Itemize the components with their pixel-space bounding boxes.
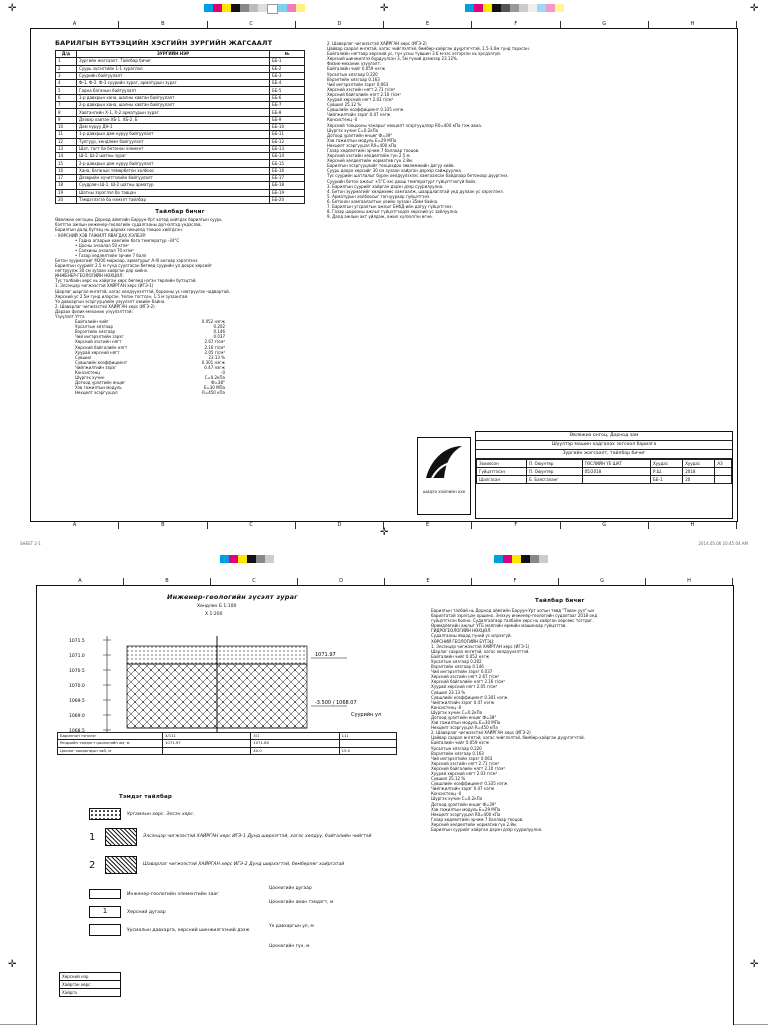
general-part-heading: Тайлбар бичиг [155,209,205,216]
description-text [327,41,707,219]
table-row: 4 Ф-1, Ф-2. Ф-3 суурийн зураг, арматурын зураг ББ-4 [56,80,305,87]
registration-mark: ✛ [380,527,389,538]
registration-mark: ✛ [750,3,759,14]
text-line: Хуурай хөрсний нягт 2.05 г/см³ [431,684,498,690]
text-line: Шарлаг саарал өнгөтэй, хагас хөлдүүнэлттэй. [431,648,530,654]
text-line: 6. Бетонон хамгаалалтын үеийн зузаан 35мм байна. [327,198,439,204]
text-line: барилгатай зэрэгцэн оршино. Энэхүү инженер-геологийн судалгааг 2018 онд [431,613,598,619]
text-line: Байгалийн чийг 0.059 нэгж [431,740,490,746]
property-row: Чийгжилтийн зэрэг 0.47 нэгж [75,364,225,370]
text-line: Байгалийн нягтаар хөрсний ус, гүн усны түвшин 3.6 м-ээс хэтэрсэн нь эрсдэлгүй. [327,51,501,57]
registration-mark: ✛ [8,3,17,14]
text-line: Хэв гажилтын модуль Е=30 МПа [431,720,501,726]
text-line: гүйцэтгэсэн болно. Судалгаагаар талбайн хөрс нь хайрган хөрсөөс тогтдог. [431,618,594,624]
text-line: Хөрсний хэсгийн нягт 2.71 г/см³ [431,760,500,766]
text-line: 3. Барилгын суурийг хайрган дэрэн дээр суурилуулна. [327,183,444,189]
table-row: 15 2-р давхрын дам нуруу байгуулалт ББ-15 [56,160,305,167]
text-line: 4. Бетон зуурмагийг хөлдөхөөс хамгаалж, шаардлагатай үед дулаан ус хэрэглэнэ. [327,188,504,194]
text-line: Консистенц -0 [431,791,462,797]
text-line: Судалгааны явцад гүний ус илрээгүй. [431,633,512,639]
text-line: Хөрсний хэсгийн хөлдөлтийн гүн 2.5 м. [327,153,411,159]
elevation-axis [69,636,111,734]
general-part-heading-2: Тайлбар бичиг [535,598,585,604]
text-line: Хөрсний хэсгийн нягт 2.67 г/см³ [431,674,500,680]
property-row: Чий ингэрэлтийн зэрэг 0.037 [75,334,225,340]
text-line: Шүргэх хүчин С=0.2кПа [431,796,483,802]
text-line: 9. Далд ажлын акт үйлдэж, ажил хүлээлгэн өгнө. [327,214,433,220]
property-row: Хуурай хөрсний нягт 2.05 г/см³ [75,349,225,355]
text-line: Хөрсний шинжилгээ бүрдүүлсэн 3, 5м гүний дээжээр 23.12%. [327,56,459,62]
text-line: Дотоод үрэлтийн өнцөг Ф=39° [327,132,393,138]
text-line: Сүвшлийн коэффициент 0.335 нэгж [327,107,404,113]
text-line: Чий ингэрэлтийн зэрэг 0.063 [431,755,493,761]
text-line: 7. Барилгын угсралтын ажлыг БНбД-ийн дагуу гүйцэтгэнэ. [327,204,453,209]
property-row: Сүвшлийн коэффициент 0.301 нэгж [75,359,225,365]
text-line: Өрөмдлөгийн ажлыг УГБ маягийн өрмийн машинаар гүйцэтгэв. [431,623,567,629]
text-line: Хөрсний хөлдөлтийн норматив гүн 2.8м. [327,158,414,164]
text-line: Хөрсний байгалийн нягт 2.10 г/см³ [327,91,401,97]
text-line: Хөрсний хэсгийн нягт 2.71 г/см³ [327,86,396,92]
text-line: Барилгын суурийг хайрган дэрэн дээр суурилуулна. [431,827,543,833]
property-row: Консистенц -0 [75,370,225,376]
general-text: Өвөлжих онгоцны Дорнод аймгийн Баруун-Урт хотод хийгдэх барилгын суурь бэлтгэх ажлын инженер-геологийн судалгааны дүгнэлтэд үндэслэв. Барилгын далд бүтээц нь дараах нөхцөлд тооцоо хийгдсэн: - ХӨРСНИЙ ХЭВ ГАЖИЛТ ЯВАГДАХ ХЭЛБЭР: • Гадна агаарын хамгийн бага температур -34°С • Цасны ачаалал 50 кг/м² • Салхины ачаалал 70 кг/м² • Газар хөдлөлтийн эрчим 7 балл Бетон зуурмагийг М200 маркаар, арматурыг A-III ангиар хэрэглэнэ. Барилгын суурийг 2.5 м гүнд суулгасан бөгөөд суурийн ул доорх хөрсийг нягтруулж 30 см зузаан хайрган дэр хийнэ. ИНЖЕНЕР-ГЕОЛОГИЙН НӨХЦӨЛ: Тус талбайн хөрс нь хайрган хөрс бөгөөд нэгэн төрлийн бүтэцтэй. 1. Элсэнцэр чигжээстэй ХАЙРГАН хөрс (ИГЭ-1) Шарлаг шаргал өнгөтэй, хагас хөлдүүнэлттэй, борооны ус нэвтрүүлэх чадвартай. Хөрсний ус 2.5м гүнд илэрсэн. Үелэн тогтсон, 1.5 м зузаантай. Үе давхаргын эсэргүүцлийн үзүүлэлт хэвийн байна. 2. Шаварлаг чигжээстэй ХАЙРГАН хөрс (ИГЭ-2) Дараах физик-механик үзүүлэлттэй: Үзүүлэлт Утга Байгалийн чийг 0.052 нэгж Урсалтын хязгаар 0.202 Вэрэлтийн хязгаар 0.146 Чий ингэрэлтийн зэрэг 0.037 Хөрсний хэсгийн нягт 2.67 г/см³ Хөрсний байгалийн нягт 2.16 г/см³ Хуурай хөрсний нягт 2.05 г/см³ Сүвшил 23.13 % Сүвшлийн коэффициент 0.301 нэгж Чийгжилтийн зэрэг 0.47 нэгж Консистенц -0 Шүргэх хүчин С=0.2кПа Дотоод үрэлтийн өнцөг Ф=38° Хэв гажилтын модуль Е=30 МПа Нөхцөлт эсэргүүцэл R=450 кПа [55,217,231,396]
table-row: 6 1-р давхрын хана, шалны хавтан байгуулалт ББ-6 [56,94,305,101]
table-row: 12 Тулгуур, хөндлөвч байгуулалт ББ-12 [56,138,305,145]
table-row: 11 1-р давхрын дам нуруу байгуулалт ББ-11 [56,131,305,138]
property-row: Нөхцөлт эсэргүүцэл R=450 кПа [75,390,225,396]
axis-tick-label: 1070.0 [69,684,85,689]
table-row: 9 Дээвэр хавтан ХБ-1. ХБ-2. Б ББ-9 [56,116,305,123]
legend-swatch-layer-1 [105,828,137,846]
sheet-1 [30,21,738,528]
text-line: 5. Арматурын холбоосыг гагнуураар гүйцэтгэнэ. [327,193,431,199]
sheet-2: A B C D E F G H Инженер-геологийн зүсэлт зураг Хөндлөн Б 1:100 Х 1:200 1071.5 1071.0 1070.5 1070.0 1069.5 1069.0 1068.5 1071.97 -3.500 / 1068.07 Суурийн ул Барилгын тэнхлэг 3/111 3/1 111 Өндрийн тэмдэгт цооногийн ам, м 1071.97 1071.80 Цооног хоорондын зай, м 40.0 15.0 Тэмдэг тайлбар Ургамлын хөрс. Элсэн хөрс. 1 Элсэнцэр чигжээстэй ХАЙРГАН хөрс ИГЭ-1 Дунд ширхэгтэй, хагас хөлдүү, байгалийн чийгтэй 2 Шаварлаг чигжээстэй ХАЙРГАН хөрс ИГЭ-2 Дунд ширхэгтэй, бөмбөрлөг хайргатай Инженер-геологийн элементийн зааг 1 Хөрсний дугаар Уусмалын давхарга, хөрсний шинжилгээний дээж Цооногийн дугаар Цооногийн аман тэмдэгт, м Үе давхаргын ул, м Цооногийн гүн, м Хөрсний нэр Хайрган хөрс Хайрга Тайлбар бичиг Барилгын талбай нь Дорнод аймгийн Баруун-Урт хотын төвд "Таван уул"-ын барилгатай зэрэгцэн оршино. Энэхүү инженер-геологийн судалгааг 2018 онд гүйцэтгэсэн болно. Судалгаагаар талбайн хөрс нь хайрган хөрсөөс тогтдог. Өрөмдлөгийн ажлыг УГБ маягийн өрмийн машинаар гүйцэтгэв. ГИДРОГЕОЛОГИЙН НӨХЦӨЛ: Судалгааны явцад гүний ус илрээгүй. ХӨРСНИЙ ГЕОЛОГИЙН БҮТЭЦ: 1. Элсэнцэр чигжээстэй ХАЙРГАН хөрс (ИГЭ-1) Шарлаг саарал өнгөтэй, хагас хөлдүүнэлттэй. Байгалийн чийг 0.052 нэгж Урсалтын хязгаар 0.202 Вэрэлтийн хязгаар 0.146 Чий ингэрэлтийн зэрэг 0.037 Хөрсний хэсгийн нягт 2.67 г/см³ Хөрсний байгалийн нягт 2.16 г/см³ Хуурай хөрсний нягт 2.05 г/см³ Сүвшил 23.13 % Сүвшлийн коэффициент 0.301 нэгж Чийгжилтийн зэрэг 0.47 нэгж Консистенц -0 Шүргэх хүчин С=0.2кПа Дотоод үрэлтийн өнцөг Ф=38° Хэв гажилтын модуль Е=30 МПа Нөхцөлт эсэргүүцэл R=450 кПа 2. Шаварлаг чигжээстэй ХАЙРГАН хөрс (ИГЭ-2) Цайвар саарал өнгөтэй, хагас чийглэлтэй, бөмбөр-хайрган дүүргэгчтэй. Байгалийн чийг 0.059 нэгж Урсалтын хязгаар 0.220 Вэрэлтийн хязгаар 0.163 Чий ингэрэлтийн зэрэг 0.063 Хөрсний хэсгийн нягт 2.71 г/см³ Хөрсний байгалийн нягт 2.10 г/см³ Хуурай хөрсний нягт 2.03 г/см³ Сүвшил 25.12 % Сүвшлийн коэффициент 0.335 нэгж Чийгжилтийн зэрэг 0.47 нэгж Консистенц -0 Шүргэх хүчин С=0.2кПа Дотоод үрэлтийн өнцөг Ф=39° Хэв гажилтын модуль Е=29 МПа Нөхцөлт эсэргүүцэл R0=400 кПа Газар хөдлөлтийн эрчим 7 баллаар тооцов. Хөрсний хөлдөлтийн норматив гүн 2.8м. Барилгын суурийг хайрган дэрэн дээр суурилуулна. [36,585,734,1025]
axis-tick-label: 1071.0 [69,654,85,659]
borehole-legend-box: Хөрсний нэр Хайрган хөрс Хайрга [59,972,121,997]
text-line: ХӨРСНИЙ ГЕОЛОГИЙН БҮТЭЦ: [431,638,495,644]
legend-title: Тэмдэг тайлбар [119,794,173,800]
text-line: Нөхцөлт эсэргүүцэл R=450 кПа [431,725,498,731]
drawing-list-table: Д/д ЗУРГИЙН НЭР № 1 Зургийн жагсаалт. Тайлбар бичиг ББ-1 2 Суурь зүсэлтийн 1-1 зураглал ББ-2 3 Суурийн байгуулалт ББ-3 4 Ф-1, Ф-2. Ф-3 суурийн зураг, арматурын зураг ББ-4 5 Гадна баганын байгуулалт ББ-5 6 1-р давхрын хана, шалны хавтан байгуулалт ББ-6 7 2-р давхрын хана, шалны хавтан байгуулалт ББ-7 8 Хавтангийн Х-1, Х-2 арматурын зураг ББ-8 9 Дээвэр хавтан ХБ-1. ХБ-2. Б ББ-9 10 Дам нуруу ДН-1 ББ-10 11 1-р давхрын дам нуруу байгуулалт ББ-11 12 Тулгуур, хөндлөвч байгуулалт ББ-12 13 Шат, тагт ба бетонон элемент ББ-13 14 Ш-1. Ш-2 шатны зураг ББ-14 15 2-р давхрын дам нуруу байгуулалт ББ-15 16 Хана, баганын төмөрбетон холбоос ББ-16 17 Дээврийн хүчитгэлийн байгуулалт ББ-17 18 Сүүдрэвч Ш-1. Ш-2 шатны арматур ББ-18 19 Шатны зэрэглэл ба тавцан ББ-19 20 Тэмдэглэгээ ба нэмэлт тайлбар ББ-20 [55,50,305,204]
text-line: Консистенц -0 [327,117,358,123]
text-line: Дотоод үрэлтийн өнцөг Ф=39° [431,801,497,807]
property-row: Урсалтын хязгаар 0.202 [75,324,225,330]
text-line: Шүргэх хүчин С=0.2кПа [431,709,483,715]
legend-swatch-topsoil [89,808,121,820]
text-line: Барилгын эсэргүүцлийг тооцохдоо зөвлөмжийн дагуу хийв. [327,163,455,169]
legend-right: Цооногийн дугаар Цооногийн аман тэмдэгт, м Үе давхаргын ул, м Цооногийн гүн, м [269,886,334,949]
property-row: Шүргэх хүчин С=0.2кПа [75,375,225,381]
section-title: Инженер-геологийн зүсэлт зураг [167,593,298,601]
text-line: Чийгжилтийн зэрэг 0.47 нэгж [327,112,391,118]
column-ruler-2: A B C D E F G H [37,578,733,585]
text-line: Урсалтын хязгаар 0.202 [431,658,482,664]
text-line: Шүргэх хүчин С=0.2кПа [327,127,379,133]
table-row: 8 Хавтангийн Х-1, Х-2 арматурын зураг ББ-8 [56,109,305,116]
text-line: Чий ингэрэлтийн зэрэг 0.037 [431,669,493,675]
company-logo-box: ШИДЭЭ ХЭЙЛИЙН ХХК [417,437,471,515]
table-row: 16 Хана, баганын төмөрбетон холбоос ББ-16 [56,167,305,174]
text-line: Урсалтын хязгаар 0.220 [431,745,482,751]
text-line: 2. Шаварлаг чигжээстэй ХАЙРГАН хөрс (ИГЭ-2) [431,730,531,736]
text-line: Консистенц -0 [431,704,462,710]
text-line: Хөрсний тооцооны чанарыг нөхцөлт эсэргүүцлээр R0=400 кПа гэж авна. [327,122,483,128]
text-line: Сүвшил 25.12 % [327,102,362,108]
text-line: 2. Шаварлаг чигжээстэй ХАЙРГАН хөрс (ИГЭ-2) [327,41,427,46]
text-line: ГИДРОГЕОЛОГИЙН НӨХЦӨЛ: [431,628,492,634]
table-row: 20 Тэмдэглэгээ ба нэмэлт тайлбар ББ-20 [56,196,305,203]
text-line: Суурийн бетон ажлыг +5°С-ээс доош температурт гүйцэтгэхгүй байх. [327,178,477,184]
table-row: 5 Гадна баганын байгуулалт ББ-5 [56,87,305,94]
property-row: Хөрсний хэсгийн нягт 2.67 г/см³ [75,339,225,345]
text-line: Хуурай хөрсний нягт 2.03 г/см³ [431,771,498,776]
section-data-table: Барилгын тэнхлэг 3/111 3/1 111 Өндрийн тэмдэгт цооногийн ам, м 1071.97 1071.80 Цооног хоорондын зай, м 40.0 15.0 [57,732,397,755]
text-line: Хөрсний байгалийн нягт 2.10 г/см³ [431,765,505,771]
level-label-3: Суурийн ул [351,712,382,718]
text-line: Нөхцөлт эсэргүүцэл R0=400 кПа [327,142,397,148]
title-block: Өвлөжих онгоц, Дорнод зам Шүүлтэр машин хадгалах зогсоол барилга Зургийн жагсаалт, тайлбар бичиг Зохиосон П. Оюунтөр ТӨСЛИЙН ҮЕ ШАТ Хуудас Хуудас A3 Гүйцэтгэсэн П. Оюунтөр 05/2018 Р.Ш. 2018 Шалгасан Б. Баясгаланг ББ-1 20 [475,431,733,519]
text-line: Вэрэлтийн хязгаар 0.146 [431,664,484,670]
text-line: 1. Элсэнцэр чигжээстэй ХАЙРГАН хөрс (ИГЭ-1) [431,643,530,649]
axis-tick-label: 1071.5 [69,639,85,644]
company-logo-icon [418,438,468,486]
level-label-1: 1071.97 [315,652,336,658]
table-row: 19 Шатны зэрэглэл ба тавцан ББ-19 [56,189,305,196]
text-line: Байгалийн чийг 0.059 нэгж [327,66,386,72]
text-line: Барилгын талбай нь Дорнод аймгийн Баруун-Урт хотын төвд "Таван уул"-ын [431,608,595,613]
table-row: 14 Ш-1. Ш-2 шатны зураг ББ-14 [56,153,305,160]
axis-tick-label: 1069.5 [69,699,85,704]
text-line: Урсалтын хязгаар 0.220 [327,71,378,77]
middle-color-strip [0,553,768,565]
registration-mark: ✛ [380,3,389,14]
text-line: Хөрсний байгалийн нягт 2.16 г/см³ [431,679,505,685]
table-row: 3 Суурийн байгуулалт ББ-3 [56,72,305,79]
text-line: Сүвшил 23.13 % [431,689,466,695]
text-line: Газар хөдлөлтийн эрчим 7 баллаар тооцов. [431,816,524,822]
table-row: 10 Дам нуруу ДН-1 ББ-10 [56,123,305,130]
text-line: Чий ингэрэлтийн зэрэг 0.063 [327,81,389,87]
property-row: Хөрсний байгалийн нягт 2.16 г/см³ [75,344,225,350]
text-line: Хэв гажилтын модуль Е=29 МПа [327,137,397,143]
table-row: 7 2-р давхрын хана, шалны хавтан байгуулалт ББ-7 [56,102,305,109]
legend-swatch-layer-2 [105,856,137,874]
legend: Ургамлын хөрс. Элсэн хөрс. 1 Элсэнцэр чигжээстэй ХАЙРГАН хөрс ИГЭ-1 Дунд ширхэгтэй, хагас хөлдүү, байгалийн чийгтэй 2 Шаварлаг чигжээстэй ХАЙРГАН хөрс ИГЭ-2 Дунд ширхэгтэй, бөмбөрлөг хайргатай Инженер-геологийн элементийн зааг 1 Хөрсний дугаар Уусмалын давхарга, хөрсний шинжилгээний дээж [89,806,409,938]
table-row: 1 Зургийн жагсаалт. Тайлбар бичиг ББ-1 [56,58,305,65]
text-line: Физик-механик үзүүлэлт: [327,61,382,67]
description-text-2 [431,608,721,832]
text-line: Байгалийн чийг 0.052 нэгж [431,653,490,659]
text-line: Хуурай хөрсний нягт 2.03 г/см³ [327,97,394,103]
property-row: Хэв гажилтын модуль Е=30 МПа [75,385,225,391]
text-line: Чийгжилтийн зэрэг 0.47 нэгж [431,699,495,705]
axis-tick-label: 1070.5 [69,669,85,674]
title-block-table: Зохиосон П. Оюунтөр ТӨСЛИЙН ҮЕ ШАТ Хуудас Хуудас A3 Гүйцэтгэсэн П. Оюунтөр 05/2018 Р.Ш. 2018 Шалгасан Б. Баясгаланг ББ-1 20 [476,459,732,484]
text-line: Хэв гажилтын модуль Е=29 МПа [431,806,501,812]
text-line: Цайвар саарал өнгөтэй, хагас чийглэлтэй, бөмбөр-хайрган дүүргэгчтэй. [431,735,585,741]
table-row: 17 Дээврийн хүчитгэлийн байгуулалт ББ-17 [56,175,305,182]
drawing-list-title: БАРИЛГЫН БҮТЭЭЦИЙН ХЭСГИЙН ЗУРГИЙН ЖАГСААЛТ [55,39,273,47]
table-row: 2 Суурь зүсэлтийн 1-1 зураглал ББ-2 [56,65,305,72]
text-line: 8. Газар шорооны ажлыг гүйцэтгэхдээ хөрсний ус зайлуулна. [327,209,459,215]
text-line: Газар хөдлөлтийн эрчим 7 баллаар тооцов. [327,147,420,153]
column-ruler: A B C D E F G H [31,21,737,28]
text-line: Цайвар саарал өнгөтэй, хагас чийглэлтэй, бөмбөр-хайрган дүүргэгчтэй, 1.5-3.0м гүнд тархсан. [327,46,530,52]
text-line: Вэрэлтийн хязгаар 0.163 [327,76,380,82]
drawing-list [55,39,305,396]
text-line: Сүвшил 25.12 % [431,776,466,782]
axis-tick-label: 1069.0 [69,714,85,719]
registration-mark: ✛ [8,959,17,970]
text-line: Нөхцөлт эсэргүүцэл R0=400 кПа [431,811,501,817]
column-ruler-bottom: A B C D E F G H [31,522,737,529]
registration-mark: ✛ [750,959,759,970]
text-line: Сүвшлийн коэффициент 0.335 нэгж [431,781,508,787]
table-row: 13 Шат, тагт ба бетонон элемент ББ-13 [56,145,305,152]
text-line: Тус суурийн шатлалыг бүрэн хөлдүүлэхээс хамгаалсан байдлаар бетоноор дүүргэнэ. [327,173,509,179]
text-line: Вэрэлтийн хязгаар 0.163 [431,750,484,756]
text-line: Хөрсний хөлдөлтийн норматив гүн 2.8м. [431,821,518,827]
axis-tick-label: 1068.5 [69,729,85,734]
text-line: Чийгжилтийн зэрэг 0.47 нэгж [431,786,495,792]
property-row: Сүвшил 23.13 % [75,354,225,360]
table-row: 18 Сүүдрэвч Ш-1. Ш-2 шатны арматур ББ-18 [56,182,305,189]
text-line: Сүвшлийн коэффициент 0.301 нэгж [431,694,508,700]
property-row: Вэрэлтийн хязгаар 0.146 [75,329,225,335]
property-row: Дотоод үрэлтийн өнцөг Ф=38° [75,380,225,386]
text-line: Суурь доорх хөрсийг 30 см зузаан хайрган дэрээр сайжруулна. [327,168,463,174]
level-label-2: -3.500 / 1068.07 [315,700,357,706]
scanned-page: ✛ ✛ ✛ A B C D E F G H A B C D E F G H БАРИЛГЫН БҮТЭЭЦИЙН ХЭСГИЙН ЗУРГИЙН ЖАГСААЛТ Д/д ЗУРГИЙН НЭР № 1 Зургийн жагсаалт. Тайлбар бичиг ББ-1 2 Суурь зүсэлтийн 1-1 зураглал ББ-2 3 Суурийн байгуулалт ББ-3 4 Ф-1, Ф-2. Ф-3 суурийн зураг, арматурын зураг ББ-4 5 Гадна баганын байгуулалт ББ-5 6 1-р давхрын хана, шалны хавтан байгуулалт ББ-6 7 2-р давхрын хана, шалны хавтан байгуулалт ББ-7 8 Хавтангийн Х-1, Х-2 арматурын зураг ББ-8 9 Дээвэр хавтан ХБ-1. ХБ-2. Б ББ-9 10 Дам нуруу ДН-1 ББ-10 11 1-р давхрын дам нуруу байгуулалт ББ-11 12 Тулгуур, хөндлөвч байгуулалт ББ-12 13 Шат, тагт ба бетонон элемент ББ-13 14 Ш-1. Ш-2 шатны зураг ББ-14 15 2-р давхрын дам нуруу байгуулалт ББ-15 16 Хана, баганын төмөрбетон холбоос ББ-16 17 Дээврийн хүчитгэлийн байгуулалт ББ-17 18 Сүүдрэвч Ш-1. Ш-2 шатны арматур ББ-18 19 Шатны зэрэглэл ба тавцан ББ-19 20 Тэмдэглэгээ ба нэмэлт тайлбар ББ-20 Тайлбар бичиг Өвөлжих онгоцны Дорнод аймгийн Баруун-Урт хотод хийгдэх барилгын суурь бэлтгэх ажлын инженер-геологийн судалгааны дүгнэлтэд үндэслэв. Барилгын далд бүтээц нь дараах нөхцөлд тооцоо хийгдсэн: - ХӨРСНИЙ ХЭВ ГАЖИЛТ ЯВАГДАХ ХЭЛБЭР: • Гадна агаарын хамгийн бага температур -34°С • Цасны ачаалал 50 кг/м² • Салхины ачаалал 70 кг/м² • Газар хөдлөлтийн эрчим 7 балл Бетон зуурмагийг М200 маркаар, арматурыг A-III ангиар хэрэглэнэ. Барилгын суурийг 2.5 м гүнд суулгасан бөгөөд суурийн ул доорх хөрсийг нягтруулж 30 см зузаан хайрган дэр хийнэ. ИНЖЕНЕР-ГЕОЛОГИЙН НӨХЦӨЛ: Тус талбайн хөрс нь хайрган хөрс бөгөөд нэгэн төрлийн бүтэцтэй. 1. Элсэнцэр чигжээстэй ХАЙРГАН хөрс (ИГЭ-1) Шарлаг шаргал өнгөтэй, хагас хөлдүүнэлттэй, борооны ус нэвтрүүлэх чадвартай. Хөрсний ус 2.5м гүнд илэрсэн. Үелэн тогтсон, 1.5 м зузаантай. Үе давхаргын эсэргүүцлийн үзүүлэлт хэвийн байна. 2. Шаварлаг чигжээстэй ХАЙРГАН хөрс (ИГЭ-2) Дараах физик-механик үзүүлэлттэй: Үзүүлэлт Утга Байгалийн чийг 0.052 нэгж Урсалтын хязгаар 0.202 Вэрэлтийн хязгаар 0.146 Чий ингэрэлтийн зэрэг 0.037 Хөрсний хэсгийн нягт 2.67 г/см³ Хөрсний байгалийн нягт 2.16 г/см³ Хуурай хөрсний нягт 2.05 г/см³ Сүвшил 23.13 % Сүвшлийн коэффициент 0.301 нэгж Чийгжилтийн зэрэг 0.47 нэгж Консистенц -0 Шүргэх хүчин С=0.2кПа Дотоод үрэлтийн өнцөг Ф=38° Хэв гажилтын модуль Е=30 МПа Нөхцөлт эсэргүүцэл R=450 кПа 2. Шаварлаг чигжээстэй ХАЙРГАН хөрс (ИГЭ-2) Цайвар саарал өнгөтэй, хагас чийглэлтэй, бөмбөр-хайрган дүүргэгчтэй, 1.5-3.0м гүнд тархсан. Байгалийн нягтаар хөрсний ус, гүн усны түвшин 3.6 м-ээс хэтэрсэн нь эрсдэлгүй. Хөрсний шинжилгээ бүрдүүлсэн 3, 5м гүний дээжээр 23.12%. Физик-механик үзүүлэлт: Байгалийн чийг 0.059 нэгж Урсалтын хязгаар 0.220 Вэрэлтийн хязгаар 0.163 Чий ингэрэлтийн зэрэг 0.063 Хөрсний хэсгийн нягт 2.71 г/см³ Хөрсний байгалийн нягт 2.10 г/см³ Хуурай хөрсний нягт 2.03 г/см³ Сүвшил 25.12 % Сүвшлийн коэффициент 0.335 нэгж Чийгжилтийн зэрэг 0.47 нэгж Консистенц -0 Хөрсний тооцооны чанарыг нөхцөлт эсэргүүцлээр R0=400 кПа гэж авна. Шүргэх хүчин С=0.2кПа Дотоод үрэлтийн өнцөг Ф=39° Хэв гажилтын модуль Е=29 МПа Нөхцөлт эсэргүүцэл R0=400 кПа Газар хөдлөлтийн эрчим 7 баллаар тооцов. Хөрсний хэсгийн хөлдөлтийн гүн 2.5 м. Хөрсний хөлдөлтийн норматив гүн 2.8м. Барилгын эсэргүүцлийг тооцохдоо зөвлөмжийн дагуу хийв. Суурь доорх хөрсийг 30 см зузаан хайрган дэрээр сайжруулна. Тус суурийн шатлалыг бүрэн хөлдүүлэхээс хамгаалсан байдлаар бетоноор дүүргэнэ. Суурийн бетон ажлыг +5°С-ээс доош температурт гүйцэтгэхгүй байх. 3. Барилгын суурийг хайрган дэрэн дээр суурилуулна. 4. Бетон зуурмагийг хөлдөхөөс хамгаалж, шаардлагатай үед дулаан ус хэрэглэнэ. 5. Арматурын холбоосыг гагнуураар гүйцэтгэнэ. 6. Бетонон хамгаалалтын үеийн зузаан 35мм байна. 7. Барилгын угсралтын ажлыг БНбД-ийн дагуу гүйцэтгэнэ. 8. Газар шорооны ажлыг гүйцэтгэхдээ хөрсний ус зайлуулна. 9. Далд ажлын акт үйлдэж, ажил хүлээлгэн өгнө. Өвлөжих онгоц, Дорнод зам Шүүлтэр машин хадгалах зогсоол барилга Зургийн жагсаалт, тайлбар бичиг Зохиосон П. Оюунтөр ТӨСЛИЙН ҮЕ ШАТ Хуудас Хуудас A3 Гүйцэтгэсэн П. Оюунтөр 05/2018 Р.Ш. 2018 Шалгасан Б. Баясгаланг ББ-1 20 ШИДЭЭ ХЭЙЛИЙН ХХК ✛ SHEET 2-1 2014.05.06 10:45:04 AM A B C D E F G H Инженер-геологийн зүсэлт зураг Хөндлөн Б 1:100 Х 1:200 1071.5 1071.0 1070.5 1070.0 1069.5 1069.0 1068.5 1071.97 -3.500 / 1068.07 Суурийн ул Барилгын тэнхлэг 3/111 3/1 111 Өндрийн тэмдэгт цооногийн ам, м 1071.97 1071.80 Цооног хоорондын зай, м 40.0 15.0 Тэмдэг тайлбар Ургамлын хөрс. Элсэн хөрс. 1 Элсэнцэр чигжээстэй ХАЙРГАН хөрс ИГЭ-1 Дунд ширхэгтэй, хагас хөлдүү, байгалийн чийгтэй 2 Шаварлаг чигжээстэй ХАЙРГАН хөрс ИГЭ-2 Дунд ширхэгтэй, бөмбөрлөг хайргатай Инженер-геологийн элементийн зааг 1 Хөрсний дугаар Уусмалын давхарга, хөрсний шинжилгээний дээж Цооногийн дугаар Цооногийн аман тэмдэгт, м Үе давхаргын ул, м Цооногийн гүн, м Хөрсний нэр Хайрган хөрс Хайрга Тайлбар бичиг Барилгын талбай нь Дорнод аймгийн Баруун-Урт хотын төвд "Таван уул"-ын барилгатай зэрэгцэн оршино. Энэхүү инженер-геологийн судалгааг 2018 онд гүйцэтгэсэн болно. Судалгаагаар талбайн хөрс нь хайрган хөрсөөс тогтдог. Өрөмдлөгийн ажлыг УГБ маягийн өрмийн машинаар гүйцэтгэв. ГИДРОГЕОЛОГИЙН НӨХЦӨЛ: Судалгааны явцад гүний ус илрээгүй. ХӨРСНИЙ ГЕОЛОГИЙН БҮТЭЦ: 1. Элсэнцэр чигжээстэй ХАЙРГАН хөрс (ИГЭ-1) Шарлаг саарал өнгөтэй, хагас хөлдүүнэлттэй. Байгалийн чийг 0.052 нэгж Урсалтын хязгаар 0.202 Вэрэлтийн хязгаар 0.146 Чий ингэрэлтийн зэрэг 0.037 Хөрсний хэсгийн нягт 2.67 г/см³ Хөрсний байгалийн нягт 2.16 г/см³ Хуурай хөрсний нягт 2.05 г/см³ Сүвшил 23.13 % Сүвшлийн коэффициент 0.301 нэгж Чийгжилтийн зэрэг 0.47 нэгж Консистенц -0 Шүргэх хүчин С=0.2кПа Дотоод үрэлтийн өнцөг Ф=38° Хэв гажилтын модуль Е=30 МПа Нөхцөлт эсэргүүцэл R=450 кПа 2. Шаварлаг чигжээстэй ХАЙРГАН хөрс (ИГЭ-2) Цайвар саарал өнгөтэй, хагас чийглэлтэй, бөмбөр-хайрган дүүргэгчтэй. Байгалийн чийг 0.059 нэгж Урсалтын хязгаар 0.220 Вэрэлтийн хязгаар 0.163 Чий ингэрэлтийн зэрэг 0.063 Хөрсний хэсгийн нягт 2.71 г/см³ Хөрсний байгалийн нягт 2.10 г/см³ Хуурай хөрсний нягт 2.03 г/см³ Сүвшил 25.12 % Сүвшлийн коэффициент 0.335 нэгж Чийгжилтийн зэрэг 0.47 нэгж Консистенц -0 Шүргэх хүчин С=0.2кПа Дотоод үрэлтийн өнцөг Ф=39° Хэв гажилтын модуль Е=29 МПа Нөхцөлт эсэргүүцэл R0=400 кПа Газар хөдлөлтийн эрчим 7 баллаар тооцов. Хөрсний хөлдөлтийн норматив гүн 2.8м. Барилгын суурийг хайрган дэрэн дээр суурилуулна. ✛ ✛ [0,0,768,1024]
property-row: Байгалийн чийг 0.052 нэгж [75,319,225,325]
text-line: Дотоод үрэлтийн өнцөг Ф=38° [431,714,497,720]
